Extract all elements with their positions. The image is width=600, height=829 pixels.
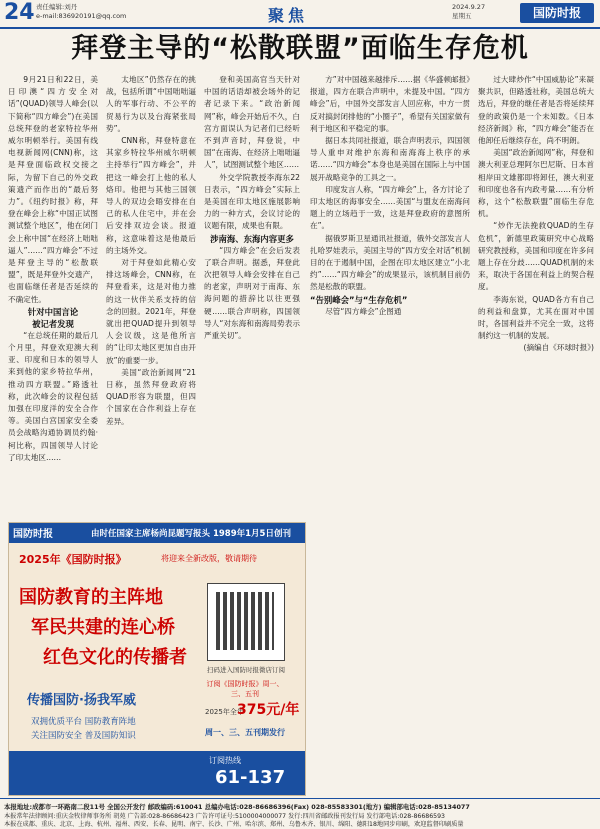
- date-info: [452, 3, 485, 21]
- subheading: 针对中国言论 被记者发现: [27, 306, 79, 329]
- paragraph: 对于拜登如此精心安排这场峰会，CNN称，在拜登看来，这是对他力推的这一伙伴关系支持的信念的回报。2021年，拜登就出把QUAD提升到领导人会议级，这是他所言的“让印太地区更加自由开放”的重要一步。: [106, 258, 196, 365]
- article-column-2: [106, 74, 196, 520]
- byline: (摘编自《环球时报》): [523, 343, 594, 353]
- paragraph: CNN称，拜登特意在其家乡特拉华州威尔明顿主持举行“四方峰会”，并把这一峰会打上他的私人烙印。他把与其他三国领导人的双边会晤安排在自己的私人住宅中，并在会后安排双边会谈。报道称，这意味着这是他最后的主场外交。: [106, 136, 196, 255]
- ad-slogan-line-2: 军民共建的连心桥: [31, 617, 175, 638]
- qr-code-icon[interactable]: [207, 583, 285, 661]
- paragraph: 美国“政治新闻网”21日称，虽然拜登政府将QUAD形容为联盟，但四个国家在合作利益上存在差异。: [106, 367, 196, 426]
- ad-banner-text: 由时任国家主席杨尚昆题写报头 1989年1月5日创刊: [91, 529, 291, 539]
- ad-main-slogan: 传播国防·扬我军威: [27, 693, 136, 708]
- ad-anniversary-sub: 将迎来全新改版，敬请期待: [161, 554, 257, 563]
- paragraph: 太地区”仍然存在的挑战，包括所谓“中国咄咄逼人的军事行动、不公平的贸易行为以及台海紧张局势”。: [106, 75, 196, 133]
- paragraph: 李海东说，QUAD各方有自己的利益和盘算，尤其在面对中国时，各国利益并不完全一致，这将制约这一机制的发展。: [478, 294, 594, 341]
- paragraph: “四方峰会”在会后发表了联合声明。据悉，拜登此次把领导人峰会安排在自己的老家，声明对于南海、东海问题的措辞比以往更强硬……联合声明称，四国领导人“对东海和南海局势表示严重关切”。: [204, 245, 300, 341]
- page-header: [0, 0, 600, 28]
- subheading: “告别峰会”与“生存危机”: [310, 294, 408, 305]
- editor-name: 责任编辑:刘丹: [36, 3, 78, 11]
- issue-weekday: 星期五: [452, 12, 472, 20]
- article-column-1: [8, 74, 98, 520]
- footer-line-2: 本报常年法律顾问:重庆金牧律师事务所 胡苑 广告部:028-86686423 广告许可证号:5100004000077 发行:四川省邮政报刊发行局 发行部电话:028-86686593: [4, 813, 445, 820]
- paragraph: “炒作无法挽救QUAD的生存危机”，新德里政策研究中心战略研究教授称，美国和印度在许多问题上存在分歧……QUAD机制的未来，取决于各国在利益上的契合程度。: [478, 221, 594, 292]
- footer-line-1: 本报地址:成都市一环路南二段11号 全国公开发行 邮政编码:610041 总编办电话:028-86686396(Fax) 028-85583301(地方) 编辑部电话:028-85134077: [4, 803, 470, 811]
- subscribe-info: 订阅《国防时报》周一、三、五刊: [206, 680, 284, 698]
- hotline-number: 61-137: [215, 767, 286, 788]
- hotline-label: 订阅热线: [209, 756, 241, 765]
- issue-date: 2024.9.27: [452, 3, 486, 11]
- paragraph: 印度发言人称，“四方峰会”上，各方讨论了印太地区的海事安全……美国“与盟友在南海问题上的立场趋于一致，这是拜登政府的意图所在”。: [310, 184, 470, 231]
- ad-subline-1: 双拥优质平台 国防教育阵地: [31, 717, 136, 727]
- publish-days: 周一、三、五刊期发行: [205, 728, 285, 737]
- article-column-5: [478, 74, 594, 792]
- paragraph: 尽管“四方峰会”企图通: [325, 306, 402, 316]
- price-value: 375元/年: [237, 702, 300, 718]
- paragraph: 登和美国高官当天针对中国的话语却被会场外的记者记录下来。“政治新闻网”称，峰会开始后不久，白宫方面误认为记者们已经听不到声音时，拜登说，中国“在南海、在经济上咄咄逼人”，试图测试整个地区……: [204, 75, 300, 170]
- paragraph: 据日本共同社报道，联合声明表示，四国领导人重申对维护东海和南海海上秩序的承诺……“四方峰会”本身也是美国在国际上与中国展开战略竞争的工具之一。: [310, 136, 470, 182]
- editor-info: [36, 3, 126, 21]
- paragraph: 过大肆炒作“中国威胁论”来凝聚共识，但路透社称，美国总统大选后，拜登的继任者是否将延续拜登的政策仍是一个未知数。《日本经济新闻》称，“四方峰会”能否在他卸任后继续存在，尚不明朗。: [478, 75, 594, 146]
- ad-anniversary: 2025年《国防时报》: [19, 553, 127, 566]
- qr-caption: 扫码进入国防时报微店订阅: [207, 666, 285, 674]
- paragraph: 据俄罗斯卫星通讯社报道，俄外交部发言人扎哈罗娃表示，美国主导的“四方安全对话”机制目的在于遏制中国，企图在印太地区建立“小北约”……“四方峰会”的成果显示，该机制目前仍然是松散的联盟。: [310, 233, 470, 292]
- ad-logo: 国防时报: [13, 529, 53, 540]
- footer-line-3: 本报在成都、重庆、北京、上海、杭州、福州、西安、长春、昆明、南宁、长沙、广州、哈尔滨、郑州、乌鲁木齐、银川、绵阳、德阳18地同步印刷，欢迎监督印刷质量: [4, 821, 464, 828]
- paragraph: “在总统任期的最后几个月里，拜登欢迎澳大利亚、印度和日本的领导人来到他的家乡特拉华州，推动四方联盟。”路透社称，此次峰会的议程包括加强在印度洋的安全合作等。美国白宫国家安全委员会战略沟通协调员约翰·柯比称，四国领导人讨论了印太地区……: [8, 330, 98, 462]
- page-footer: [0, 798, 600, 829]
- headline: 拜登主导的“松散联盟”面临生存危机: [71, 33, 529, 64]
- ad-subline-2: 关注国防安全 普及国防知识: [31, 731, 136, 741]
- subscription-advertisement: [8, 522, 306, 796]
- paragraph: 美国“政治新闻网”称，拜登和澳大利亚总理阿尔巴尼斯、日本首相岸田文雄都即将卸任，澳大利亚和印度也各有内政考量……有分析称，这个“松散联盟”面临生存危机。: [478, 148, 594, 219]
- newspaper-logo: 国防时报: [520, 3, 594, 23]
- section-title: 聚焦: [268, 6, 309, 25]
- page-number: 24: [4, 0, 35, 25]
- paragraph: 外交学院教授李海东22日表示，“四方峰会”实际上是美国在印太地区施展影响力的一种方式，会议讨论的议题有限，成果也有限。: [204, 172, 300, 231]
- article-column-4: [310, 74, 470, 792]
- paragraph: 9月21日和22日，美日印澳“四方安全对话”(QUAD)领导人峰会(以下简称“四方峰会”)在美国总统拜登的老家特拉华州威尔明顿举行。美国有线电视新闻网(CNN)称，这是拜登面临政权交接之际，为留下自己的外交政策遗产而作出的“最后努力”。《纽约时报》称，拜登在峰会上称“中国正试图测试整个地区”，他在闭门会上称中国“在经济上咄咄逼人”……“四方峰会”不过是拜登主导的“松散联盟”，既是拜登外交遗产，也面临继任者是否延续的不确定性。: [8, 75, 98, 304]
- header-rule: [0, 27, 600, 29]
- ad-banner: [9, 523, 305, 543]
- subheading: 涉南海、东海内容更多: [210, 233, 294, 244]
- ad-slogan-line-1: 国防教育的主阵地: [19, 587, 163, 608]
- price-label: 2025年全年: [205, 708, 244, 716]
- editor-email: e-mail:836920191@qq.com: [36, 12, 127, 20]
- article-column-3: [204, 74, 300, 520]
- ad-slogan-line-3: 红色文化的传播者: [43, 647, 187, 668]
- paragraph: 方”对中国越来越排斥……据《华盛顿邮报》报道，四方在联合声明中，未提及中国。“四方峰会”后，中国外交部发言人回应称，中方一贯反对搞封闭排他的“小圈子”，希望有关国家做有利于地区和平稳定的事。: [310, 75, 470, 133]
